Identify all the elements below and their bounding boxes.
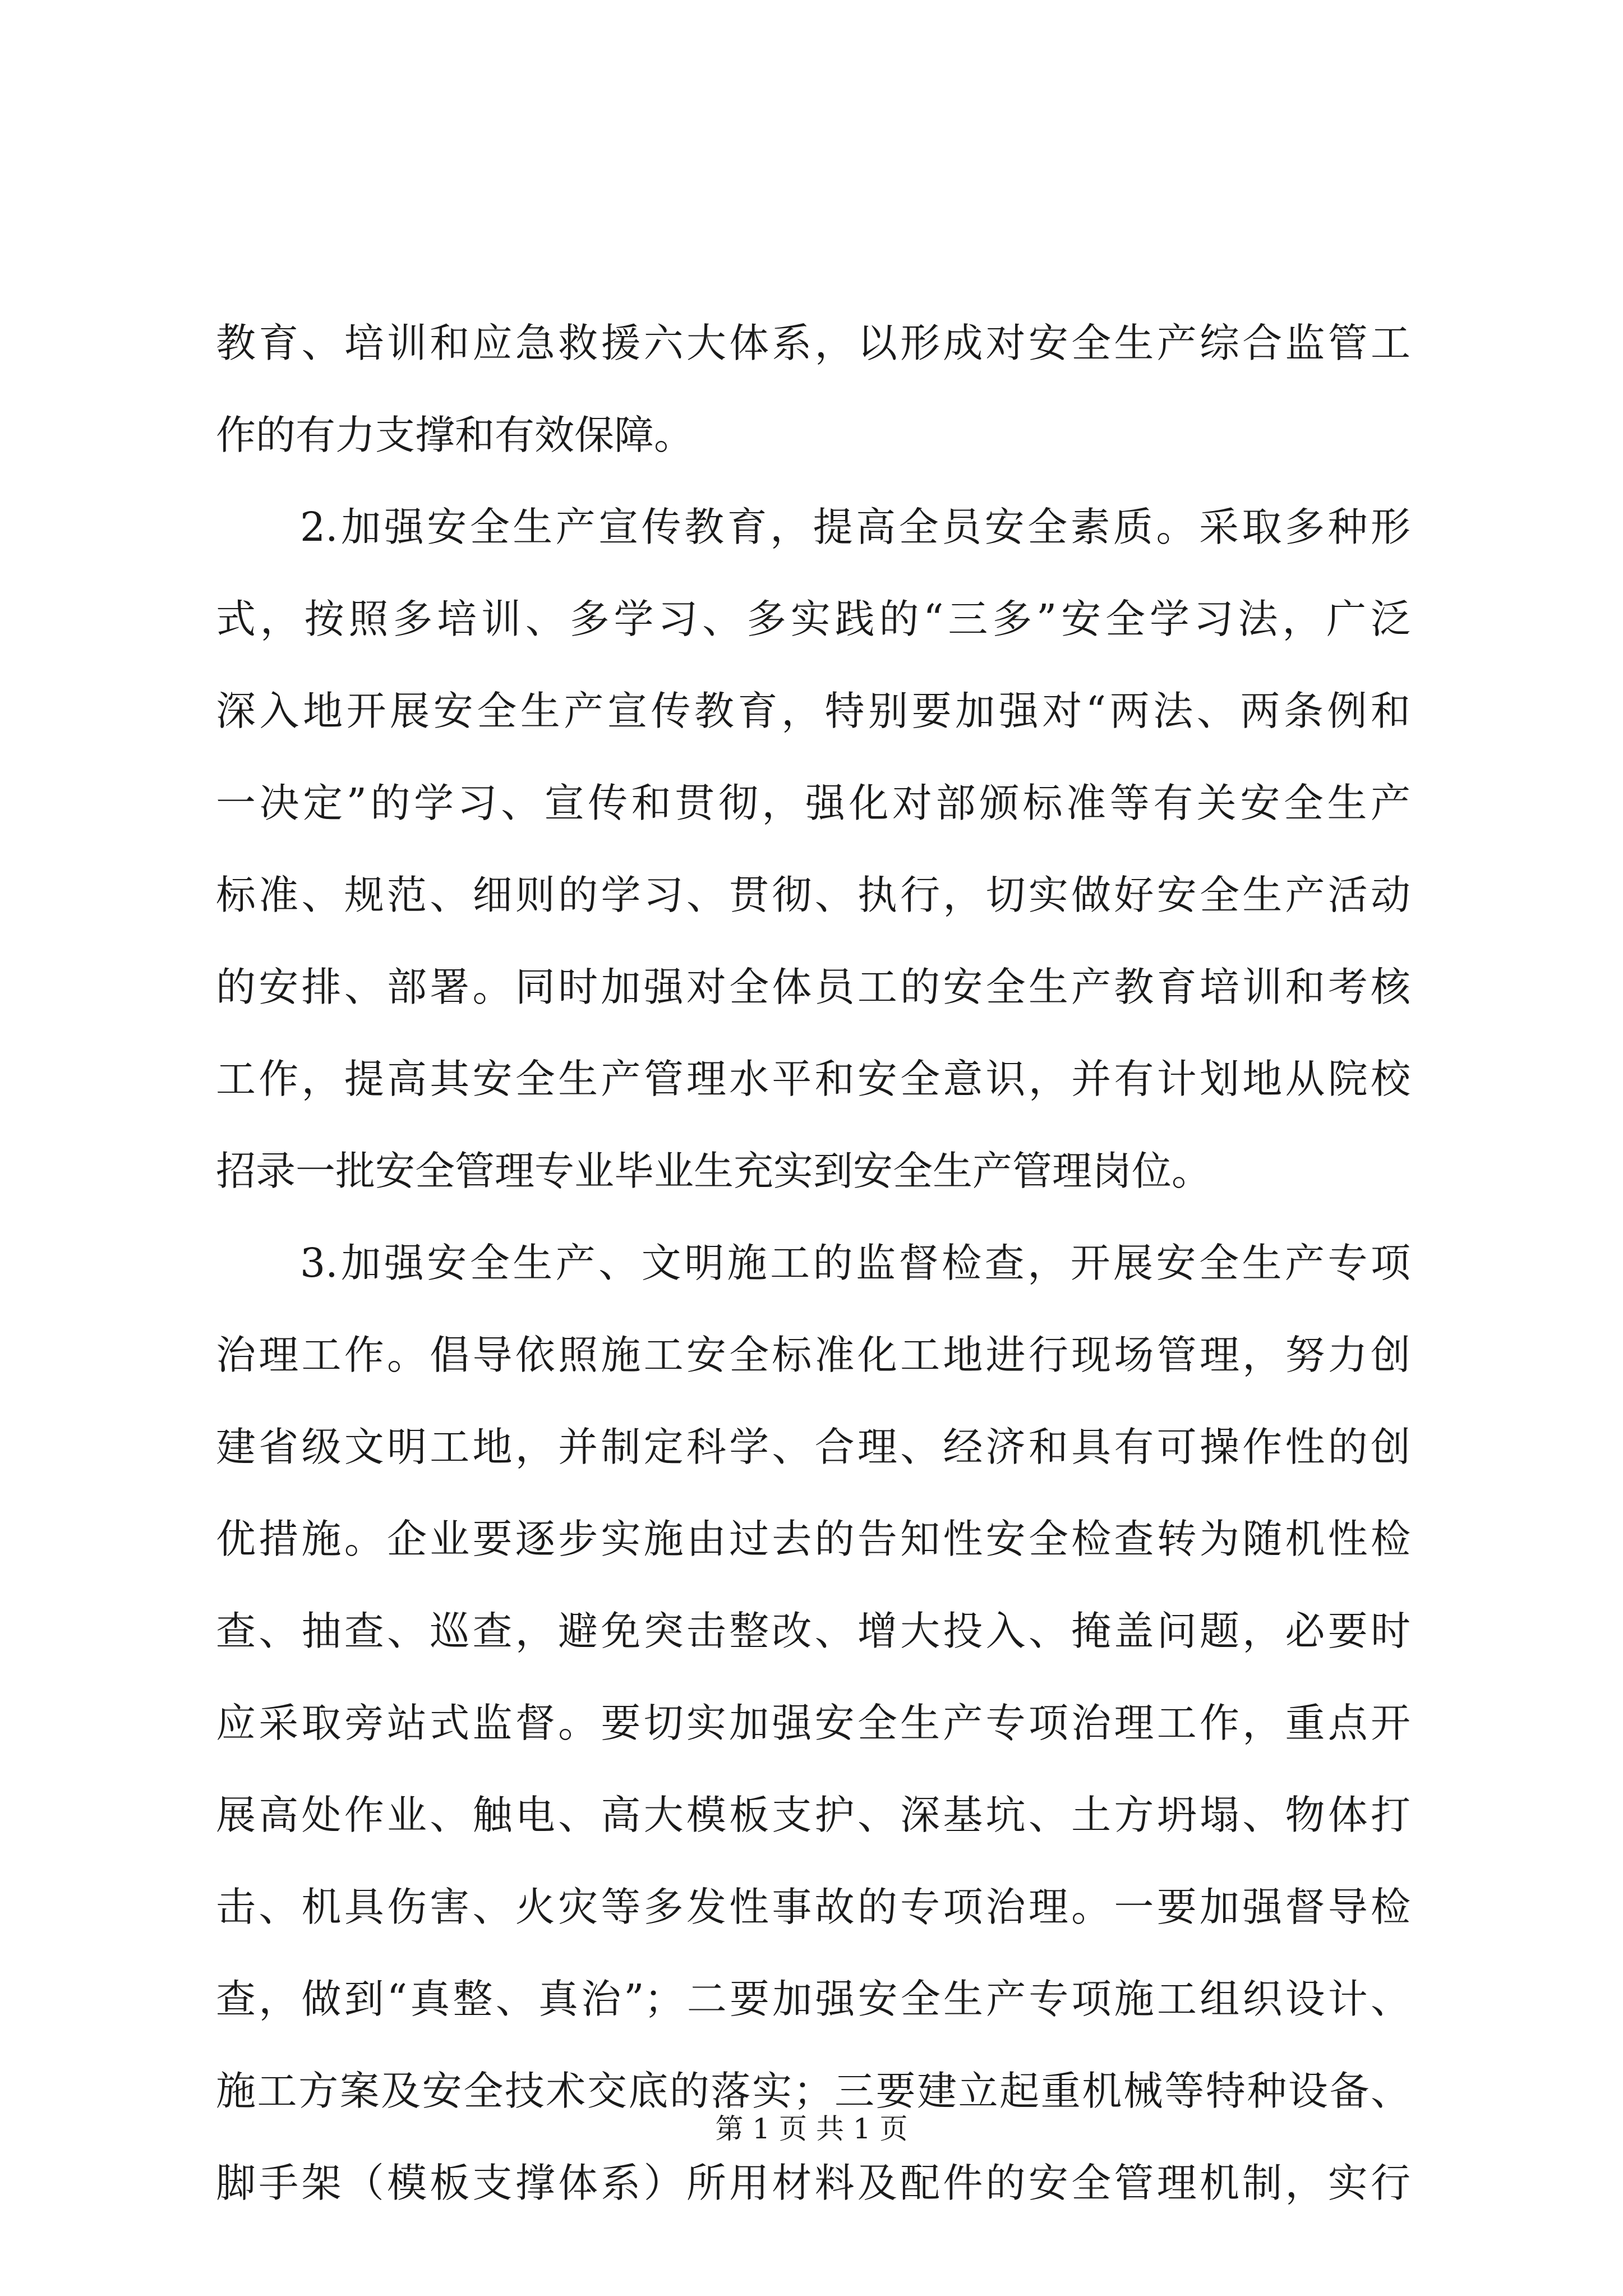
text-line: 优措施。企业要逐步实施由过去的告知性安全检查转为随机性检 — [216, 1516, 1410, 1562]
text-line: 深入地开展安全生产宣传教育，特别要加强对“两法、两条例和 — [216, 688, 1410, 734]
text-line: 标准、规范、细则的学习、贯彻、执行，切实做好安全生产活动 — [216, 872, 1410, 918]
text-line: 式，按照多培训、多学习、多实践的“三多”安全学习法，广泛 — [216, 596, 1410, 642]
text-line: 查，做到“真整、真治”；二要加强安全生产专项施工组织设计、 — [216, 1976, 1410, 2022]
text-line: 一决定”的学习、宣传和贯彻，强化对部颁标准等有关安全生产 — [216, 780, 1410, 826]
text-line: 应采取旁站式监督。要切实加强安全生产专项治理工作，重点开 — [216, 1700, 1410, 1746]
text-line: 教育、培训和应急救援六大体系，以形成对安全生产综合监管工 — [216, 320, 1410, 366]
text-line: 作的有力支撑和有效保障。 — [216, 412, 694, 458]
text-line: 治理工作。倡导依照施工安全标准化工地进行现场管理，努力创 — [216, 1332, 1410, 1378]
text-line: 脚手架（模板支撑体系）所用材料及配件的安全管理机制，实行 — [216, 2160, 1410, 2206]
paragraph-start-line: 2.加强安全生产宣传教育，提高全员安全素质。采取多种形 — [300, 504, 1410, 550]
page-footer — [0, 2109, 1623, 2148]
text-line: 施工方案及安全技术交底的落实；三要建立起重机械等特种设备、 — [216, 2068, 1410, 2114]
text-line: 的安排、部署。同时加强对全体员工的安全生产教育培训和考核 — [216, 964, 1410, 1010]
document-body — [216, 297, 1410, 2229]
text-line: 查、抽查、巡查，避免突击整改、增大投入、掩盖问题，必要时 — [216, 1608, 1410, 1654]
text-line: 展高处作业、触电、高大模板支护、深基坑、土方坍塌、物体打 — [216, 1792, 1410, 1838]
text-line: 建省级文明工地，并制定科学、合理、经济和具有可操作性的创 — [216, 1424, 1410, 1470]
text-line: 招录一批安全管理专业毕业生充实到安全生产管理岗位。 — [216, 1148, 1212, 1194]
page-number: 第 1 页 共 1 页 — [715, 2113, 908, 2145]
paragraph-start-line: 3.加强安全生产、文明施工的监督检查，开展安全生产专项 — [300, 1240, 1410, 1286]
text-line: 击、机具伤害、火灾等多发性事故的专项治理。一要加强督导检 — [216, 1884, 1410, 1930]
text-line: 工作，提高其安全生产管理水平和安全意识，并有计划地从院校 — [216, 1056, 1410, 1102]
